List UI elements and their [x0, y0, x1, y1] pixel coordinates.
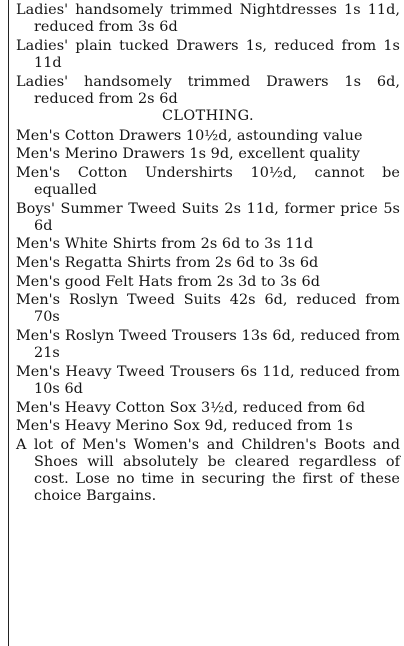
price-entry: Men's good Felt Hats from 2s 3d to 3s 6d: [16, 273, 320, 290]
price-entry: Men's Regatta Shirts from 2s 6d to 3s 6d: [16, 254, 319, 271]
price-entry: Men's Heavy Merino Sox 9d, reduced from 1s: [16, 418, 353, 435]
column-rule: [8, 0, 9, 646]
price-entry: Boys' Summer Tweed Suits 2s 11d, former price 5s 6d: [16, 200, 400, 234]
price-entry: Men's Cotton Drawers 10½d, astounding value: [16, 127, 363, 144]
price-entry: Ladies' handsomely trimmed Nightdresses 1s 11d, reduced from 3s 6d: [16, 2, 400, 36]
price-entry: Men's Cotton Undershirts 10½d, cannot be equalled: [16, 164, 400, 198]
price-entry: Ladies' plain tucked Drawers 1s, reduced from 1s 11d: [16, 37, 400, 71]
section-heading-clothing: CLOTHING.: [162, 108, 254, 125]
price-entry: Men's Roslyn Tweed Suits 42s 6d, reduced from 70s: [16, 292, 400, 326]
price-entry: Men's Heavy Cotton Sox 3½d, reduced from 6d: [16, 399, 366, 416]
price-entry: Men's Merino Drawers 1s 9d, excellent quality: [16, 146, 360, 163]
price-entry: Ladies' handsomely trimmed Drawers 1s 6d, reduced from 2s 6d: [16, 73, 400, 107]
closing-notice: A lot of Men's Women's and Children's Boots and Shoes will absolutely be cleared regardless of cost. Lose no time in securing the first of these choice Bargains.: [16, 436, 400, 505]
advertisement-column: [16, 2, 400, 507]
price-entry: Men's Roslyn Tweed Trousers 13s 6d, reduced from 21s: [16, 327, 400, 362]
price-entry: Men's Heavy Tweed Trousers 6s 11d, reduced from 10s 6d: [16, 363, 400, 397]
price-entry: Men's White Shirts from 2s 6d to 3s 11d: [16, 236, 314, 253]
